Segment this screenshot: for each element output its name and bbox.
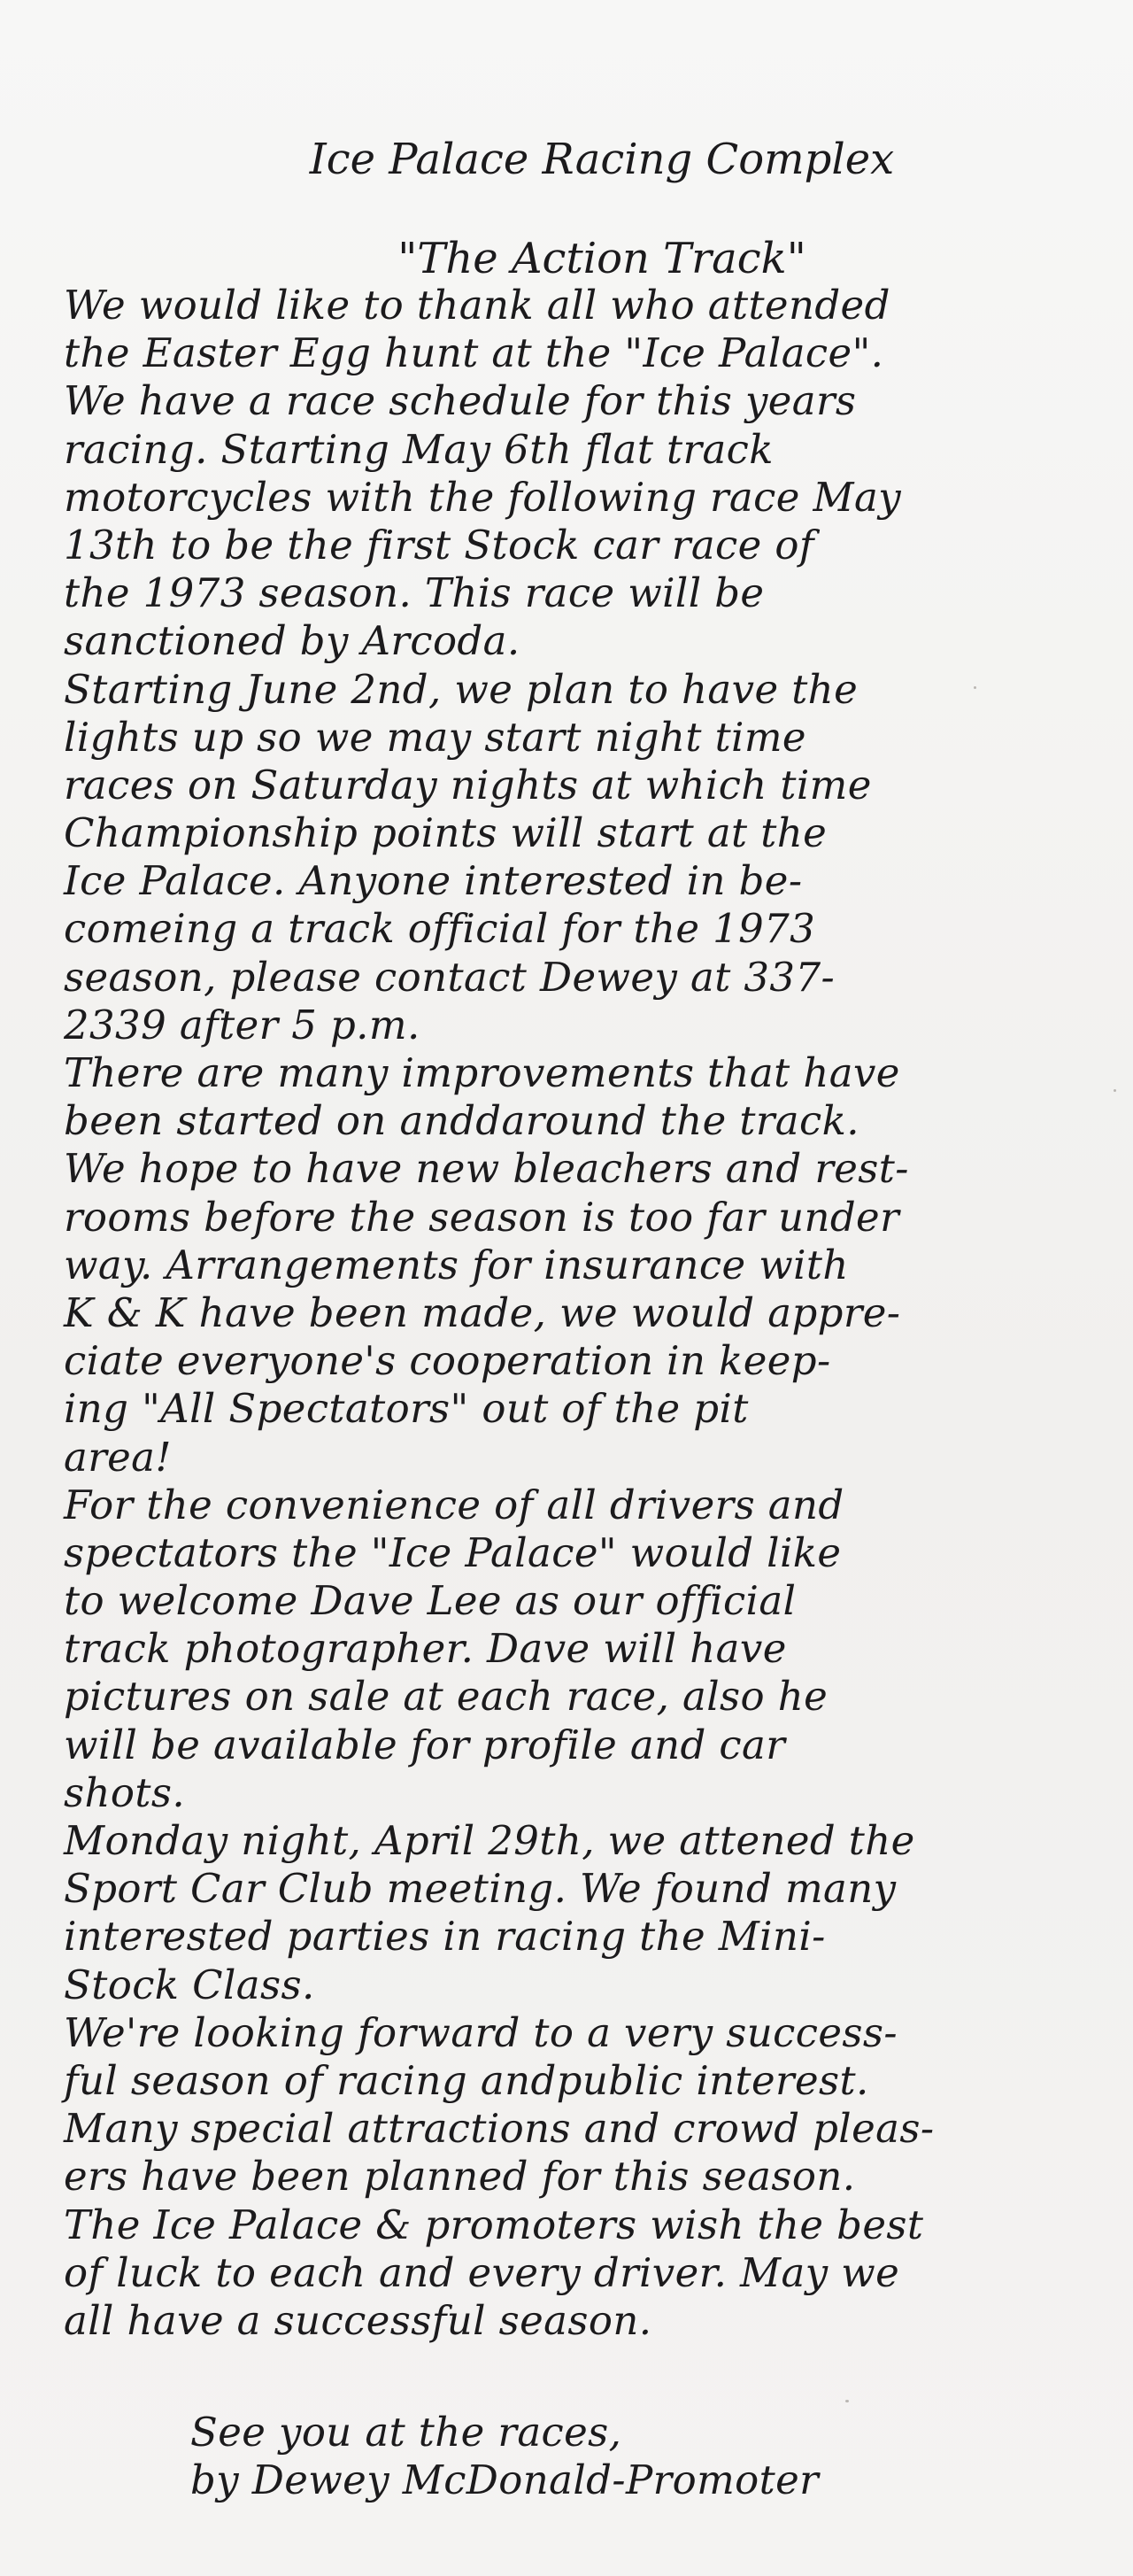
body-line: Championship points will start at the [64, 809, 828, 857]
body-line: to welcome Dave Lee as our official [64, 1577, 797, 1625]
body-line: will be available for profile and car [64, 1721, 786, 1768]
body-line: motorcycles with the following race May [64, 473, 902, 521]
body-line: all have a successful season. [64, 2296, 652, 2344]
body-line: ciate everyone's cooperation in keep- [64, 1337, 831, 1385]
body-line: races on Saturday nights at which time [64, 761, 872, 808]
body-line: We have a race schedule for this years [64, 377, 857, 425]
body-line: Many special attractions and crowd pleas- [64, 2105, 935, 2153]
body-line: spectators the "Ice Palace" would like [64, 1528, 842, 1576]
body-line: comeing a track official for the 1973 [64, 905, 816, 953]
body-line: rooms before the season is too far under [64, 1193, 899, 1241]
body-line: There are many improvements that have [64, 1049, 900, 1096]
body-line: We hope to have new bleachers and rest- [64, 1145, 909, 1193]
signoff [190, 2409, 819, 2504]
page-subtitle: "The Action Track" [397, 234, 806, 283]
body-line: ers have been planned for this season. [64, 2153, 856, 2201]
body-line: Starting June 2nd, we plan to have the [64, 665, 859, 713]
signoff-signature: by Dewey McDonald-Promoter [190, 2456, 820, 2503]
body-line: the Easter Egg hunt at the "Ice Palace". [64, 329, 884, 377]
page-title: Ice Palace Racing Complex [309, 135, 895, 184]
body-line: way. Arrangements for insurance with [64, 1241, 849, 1288]
signoff-greeting: See you at the races, [190, 2409, 622, 2456]
body-line: shots. [64, 1768, 186, 1816]
body-line: season, please contact Dewey at 337- [64, 953, 836, 1001]
body-line: 13th to be the first Stock car race of [64, 521, 814, 569]
body-line: of luck to each and every driver. May we [64, 2248, 900, 2296]
body-line: We're looking forward to a very success- [64, 2008, 898, 2056]
body-line: We would like to thank all who attended [64, 282, 890, 329]
body-line: track photographer. Dave will have [64, 1625, 787, 1673]
body-line: interested parties in racing the Mini- [64, 1913, 826, 1961]
body-line: Stock Class. [64, 1961, 315, 2008]
body-line: For the convenience of all drivers and [64, 1481, 844, 1528]
paper-speck [974, 686, 976, 689]
body-line: Monday night, April 29th, we attened the [64, 1817, 915, 1864]
body-line: the 1973 season. This race will be [64, 569, 765, 617]
paper-speck [1114, 1089, 1116, 1092]
body-line: area! [64, 1433, 172, 1481]
body-line: racing. Starting May 6th flat track [64, 425, 774, 473]
body-line: pictures on sale at each race, also he [64, 1673, 829, 1721]
letter-body [64, 282, 1099, 2345]
paper-speck [845, 2400, 849, 2402]
body-line: The Ice Palace & promoters wish the best [64, 2201, 924, 2248]
body-line: K & K have been made, we would appre- [64, 1288, 901, 1336]
body-line: Ice Palace. Anyone interested in be- [64, 857, 803, 905]
body-line: 2339 after 5 p.m. [64, 1001, 420, 1048]
body-line: Sport Car Club meeting. We found many [64, 1865, 897, 1913]
body-line: lights up so we may start night time [64, 713, 806, 761]
body-line: sanctioned by Arcoda. [64, 617, 520, 665]
body-line: ing "All Spectators" out of the pit [64, 1385, 749, 1433]
body-line: been started on anddaround the track. [64, 1097, 860, 1145]
body-line: ful season of racing andpublic interest. [64, 2056, 869, 2104]
